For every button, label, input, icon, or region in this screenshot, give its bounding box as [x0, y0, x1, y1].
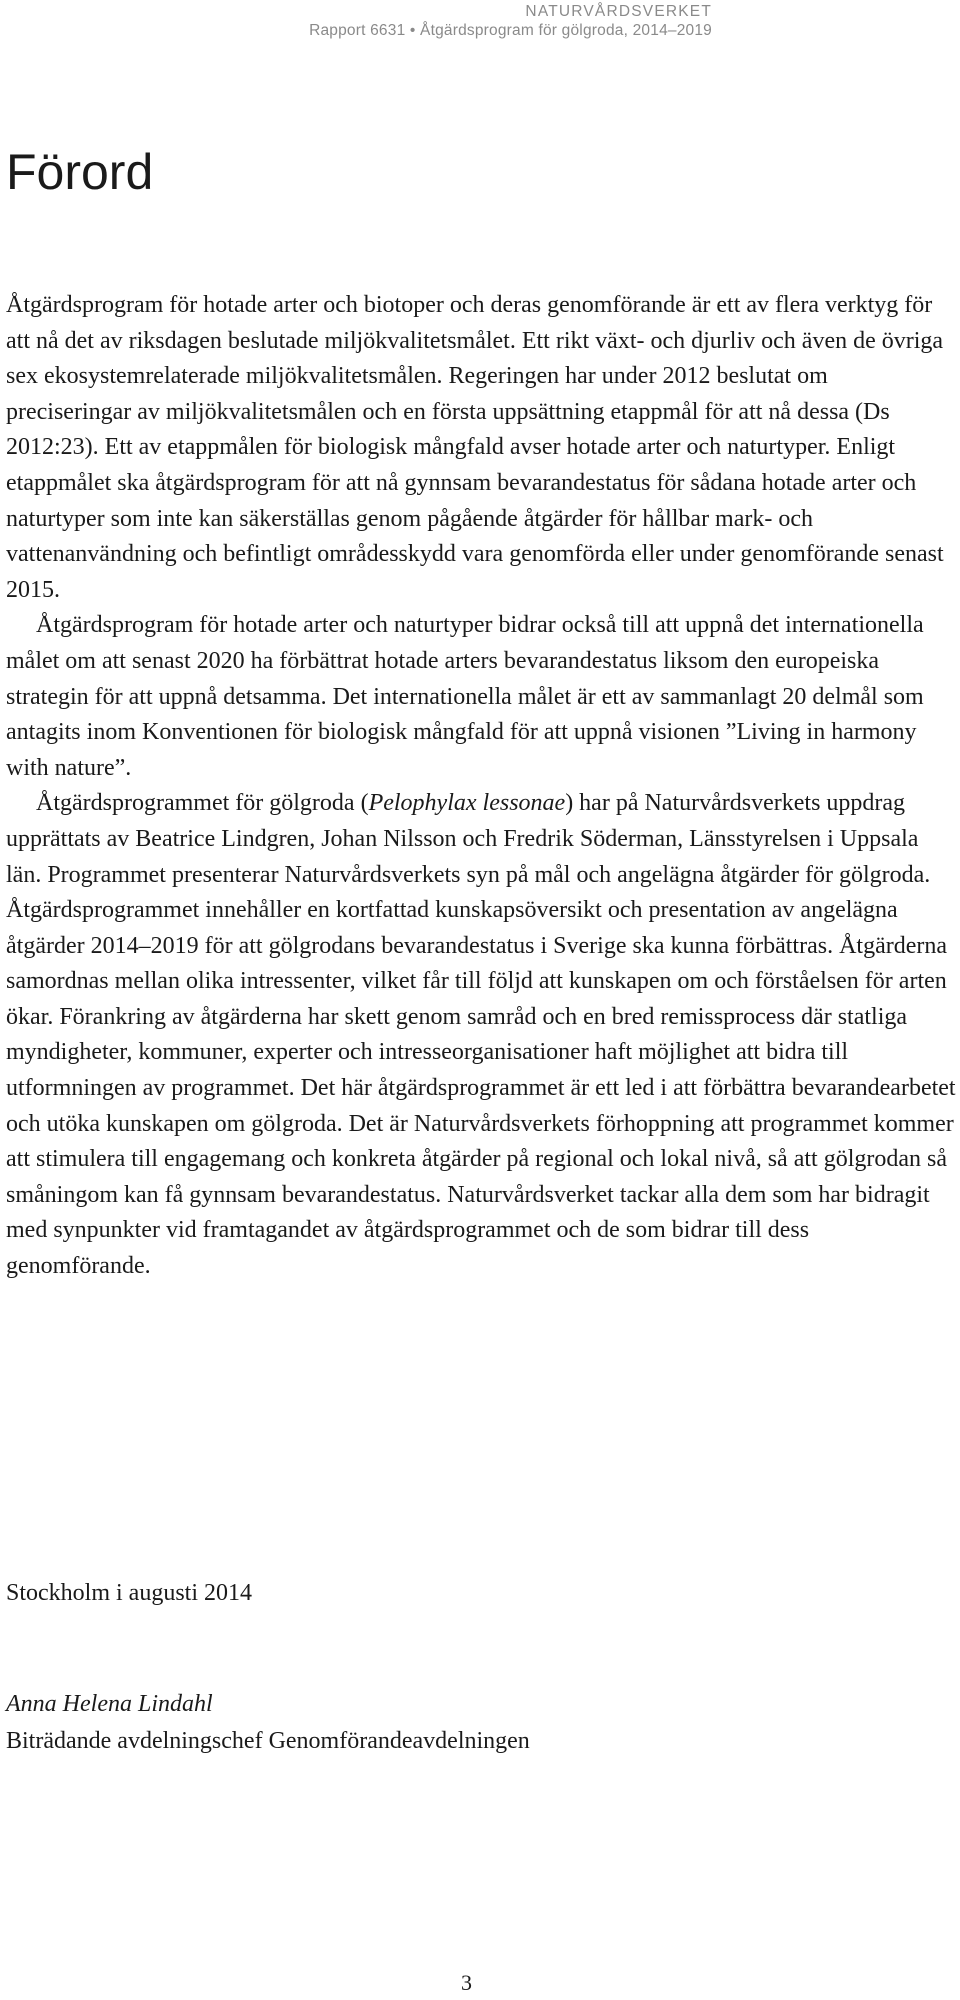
header-organization: NATURVÅRDSVERKET [525, 3, 712, 20]
species-name: Pelophylax lessonae [368, 790, 566, 817]
paragraph-3-text-before: Åtgärdsprogrammet för gölgroda ( [36, 790, 369, 817]
paragraph-3 [6, 786, 956, 1284]
signature-block [6, 1686, 530, 1760]
signatory-role: Biträdande avdelningschef Genomförandeavdelningen [6, 1728, 530, 1754]
dateline: Stockholm i augusti 2014 [6, 1580, 252, 1606]
signatory-name: Anna Helena Lindahl [6, 1691, 213, 1717]
running-header [309, 2, 712, 40]
page-title: Förord [6, 144, 154, 200]
page-number: 3 [461, 1970, 472, 1995]
foreword-body [6, 288, 956, 1285]
paragraph-2: Åtgärdsprogram för hotade arter och naturtyper bidrar också till att uppnå det internationella målet om att senast 2020 ha förbättrat hotade arters bevarandestatus liksom den europeiska strategin för att uppnå detsamma. Det internationella målet är ett av sammanlagt 20 delmål som antagits inom Konventionen för biologisk mångfald för att uppnå visionen ”Living in harmony with nature”. [6, 612, 924, 781]
header-report-series: Rapport 6631 • Åtgärdsprogram för gölgroda, 2014–2019 [309, 22, 712, 39]
paragraph-3-text-after: ) har på Naturvårdsverkets uppdrag upprättats av Beatrice Lindgren, Johan Nilsson och Fredrik Söderman, Länsstyrelsen i Uppsala län. Programmet presenterar Naturvårdsverkets syn på mål och angelägna åtgärder för gölgroda. Åtgärdsprogrammet innehåller en kortfattad kunskapsöversikt och presentation av angelägna åtgärder 2014–2019 för att gölgrodans bevarandestatus i Sverige ska kunna förbättras. Åtgärderna samordnas mellan olika intressenter, vilket får till följd att kunskapen om och förståelsen för arten ökar. Förankring av åtgärderna har skett genom samråd och en bred remissprocess där statliga myndigheter, kommuner, experter och intresseorganisationer haft möjlighet att bidra till utformningen av programmet. Det här åtgärdsprogrammet är ett led i att förbättra bevarandearbetet och utöka kunskapen om gölgroda. Det är Naturvårdsverkets förhoppning att programmet kommer att stimulera till engagemang och konkreta åtgärder på regional och lokal nivå, så att gölgrodan så småningom kan få gynnsam bevarandestatus. Naturvårdsverket tackar alla dem som har bidragit med synpunkter vid framtagandet av åtgärdsprogrammet och de som bidrar till dess genomförande. [6, 790, 956, 1280]
paragraph-1: Åtgärdsprogram för hotade arter och biotoper och deras genomförande är ett av flera verktyg för att nå det av riksdagen beslutade miljökvalitetsmålet. Ett rikt växt- och djurliv och även de övriga sex ekosystemrelaterade miljökvalitetsmålen. Regeringen har under 2012 beslutat om preciseringar av miljökvalitetsmålen och en första uppsättning etappmål för att nå dessa (Ds 2012:23). Ett av etappmålen för biologisk mångfald avser hotade arter och naturtyper. Enligt etappmålet ska åtgärdsprogram för att nå gynnsam bevarandestatus för sådana hotade arter och naturtyper som inte kan säkerställas genom pågående åtgärder för hållbar mark- och vattenanvändning och befintligt områdesskydd vara genomförda eller under genomförande senast 2015. [6, 292, 944, 603]
